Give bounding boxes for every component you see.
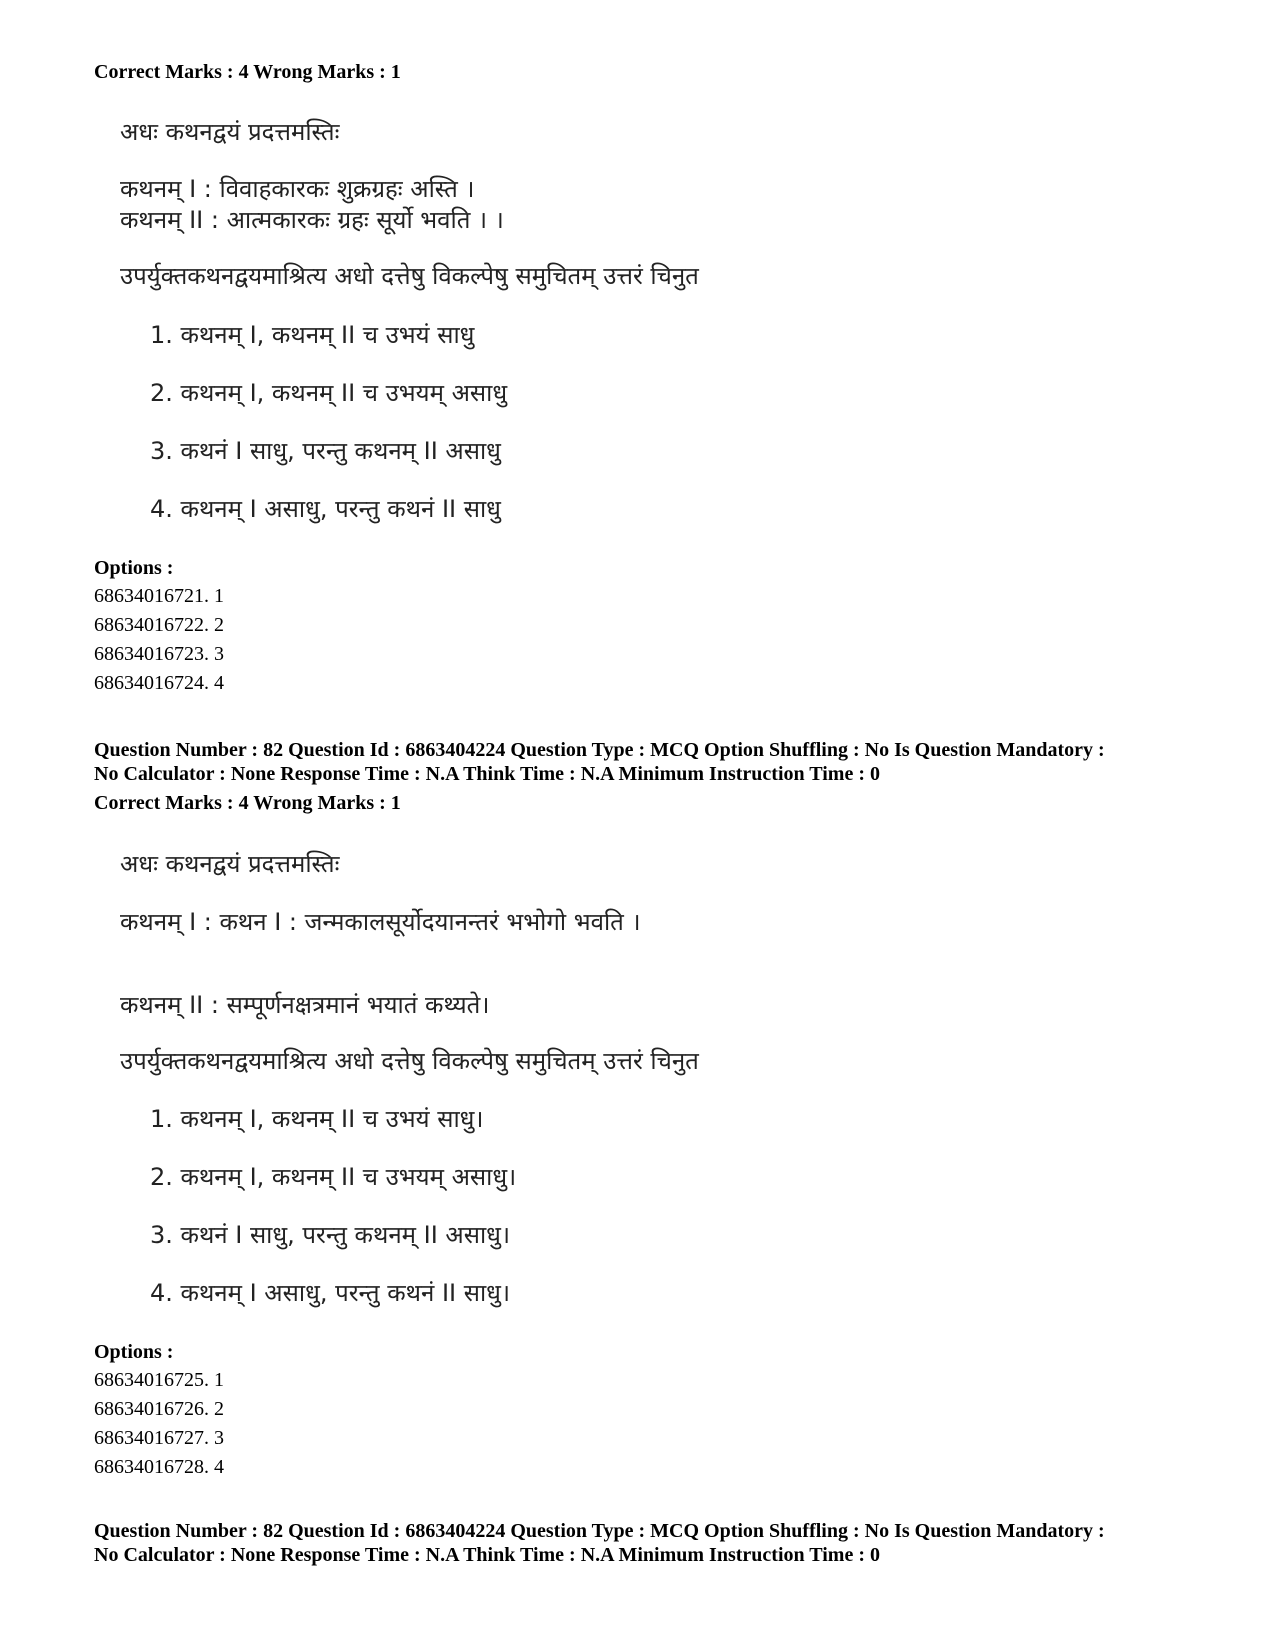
option-3: 68634016723. 3 (94, 643, 224, 665)
options-label: Options : (94, 557, 174, 579)
option-4: 68634016724. 4 (94, 672, 224, 694)
option-1: 68634016725. 1 (94, 1369, 224, 1391)
options-label: Options : (94, 1341, 174, 1363)
statement-1: कथनम् I : विवाहकारकः शुक्रग्रहः अस्ति । (120, 175, 475, 203)
marks-line: Correct Marks : 4 Wrong Marks : 1 (94, 61, 401, 83)
choice-1: 1. कथनम् I, कथनम् II च उभयं साधु। (150, 1105, 484, 1133)
choice-4: 4. कथनम् I असाधु, परन्तु कथनं II साधु (150, 495, 501, 523)
question-header-line-1: Question Number : 82 Question Id : 6863404224 Question Type : MCQ Option Shuffling : No Is Question Mandatory : (94, 739, 1105, 761)
marks-line: Correct Marks : 4 Wrong Marks : 1 (94, 792, 401, 814)
statement-2: कथनम् II : आत्मकारकः ग्रहः सूर्यो भवति । । (120, 206, 504, 234)
option-2: 68634016726. 2 (94, 1398, 224, 1420)
statement-1: कथनम् I : कथन I : जन्मकालसूर्योदयानन्तरं भभोगो भवति । (120, 908, 641, 936)
choice-3: 3. कथनं I साधु, परन्तु कथनम् II असाधु। (150, 1221, 511, 1249)
option-1: 68634016721. 1 (94, 585, 224, 607)
question-header-line-2: No Calculator : None Response Time : N.A Think Time : N.A Minimum Instruction Time : 0 (94, 1544, 880, 1566)
option-3: 68634016727. 3 (94, 1427, 224, 1449)
question-intro: अधः कथनद्वयं प्रदत्तमस्तिः (120, 850, 340, 878)
question-instruction: उपर्युक्तकथनद्वयमाश्रित्य अधो दत्तेषु विकल्पेषु समुचितम् उत्तरं चिनुत (120, 262, 699, 290)
question-header-line-2: No Calculator : None Response Time : N.A Think Time : N.A Minimum Instruction Time : 0 (94, 763, 880, 785)
choice-2: 2. कथनम् I, कथनम् II च उभयम् असाधु। (150, 1163, 517, 1191)
choice-2: 2. कथनम् I, कथनम् II च उभयम् असाधु (150, 379, 508, 407)
question-intro: अधः कथनद्वयं प्रदत्तमस्तिः (120, 118, 340, 146)
choice-4: 4. कथनम् I असाधु, परन्तु कथनं II साधु। (150, 1279, 511, 1307)
option-4: 68634016728. 4 (94, 1456, 224, 1478)
choice-1: 1. कथनम् I, कथनम् II च उभयं साधु (150, 321, 475, 349)
choice-3: 3. कथनं I साधु, परन्तु कथनम् II असाधु (150, 437, 501, 465)
question-instruction: उपर्युक्तकथनद्वयमाश्रित्य अधो दत्तेषु विकल्पेषु समुचितम् उत्तरं चिनुत (120, 1047, 699, 1075)
option-2: 68634016722. 2 (94, 614, 224, 636)
statement-2: कथनम् II : सम्पूर्णनक्षत्रमानं भयातं कथ्यते। (120, 991, 490, 1019)
question-header-line-1: Question Number : 82 Question Id : 6863404224 Question Type : MCQ Option Shuffling : No Is Question Mandatory : (94, 1520, 1105, 1542)
